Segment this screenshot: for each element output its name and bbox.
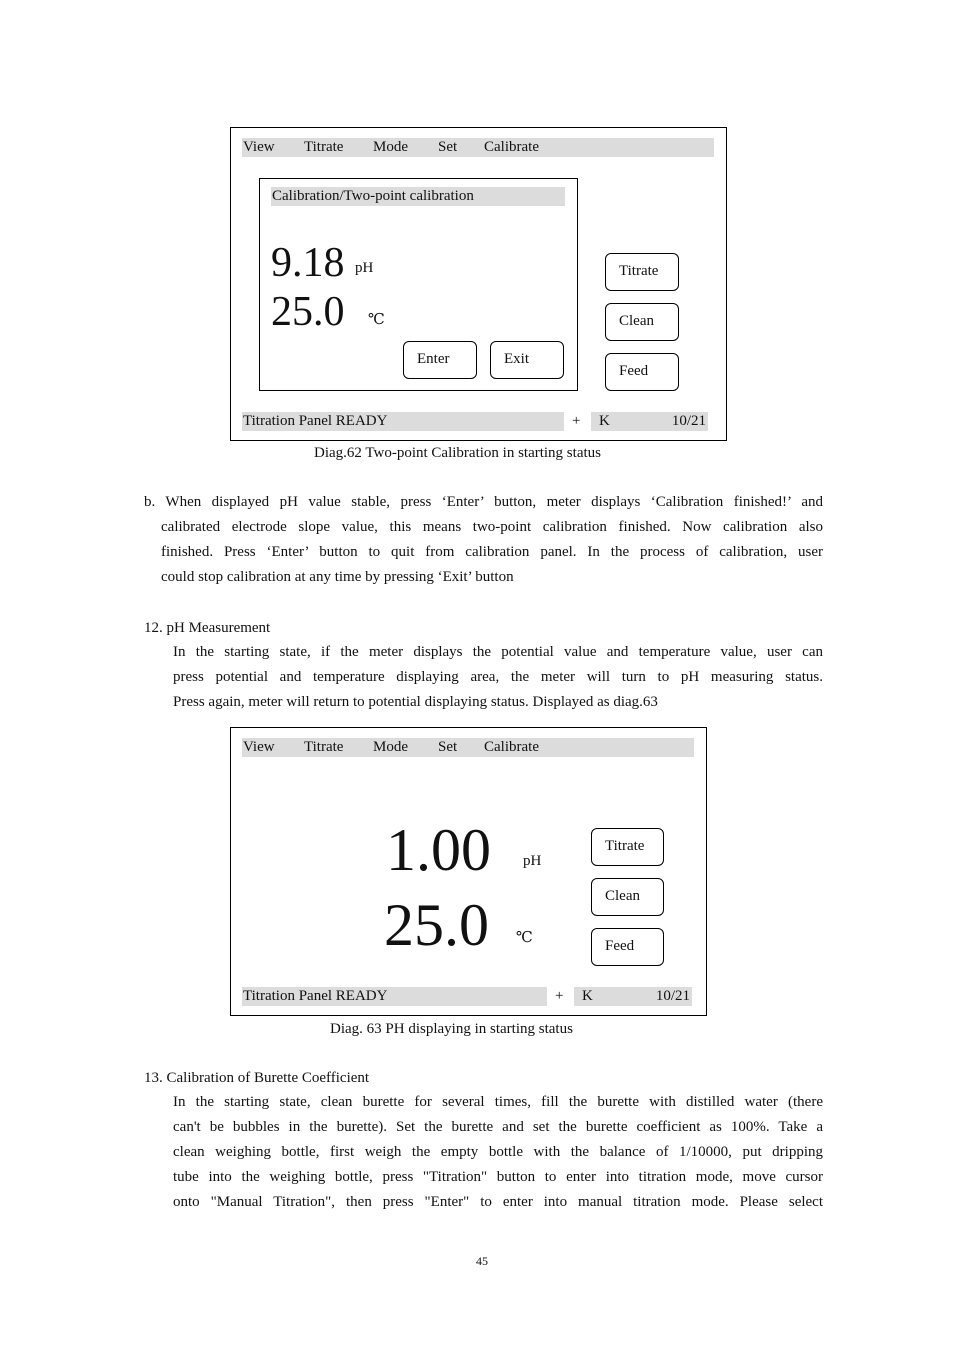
titrate-button[interactable]: Titrate xyxy=(605,253,679,291)
menu-titrate[interactable]: Titrate xyxy=(304,739,344,755)
text-line: onto "Manual Titration", then press "Enter" to enter into manual titration mode. Please select xyxy=(173,1194,823,1210)
clean-button[interactable]: Clean xyxy=(591,878,664,916)
status-k-area xyxy=(591,412,708,431)
text-line: press potential and temperature displaying area, the meter will turn to pH measuring status. xyxy=(173,669,823,685)
menu-calibrate[interactable]: Calibrate xyxy=(484,139,539,155)
menu-bar xyxy=(242,138,714,157)
text-line: can't be bubbles in the burette). Set the burette and set the burette coefficient as 100%. Take a xyxy=(173,1119,823,1135)
menu-set[interactable]: Set xyxy=(438,139,458,155)
menu-view[interactable]: View xyxy=(243,139,275,155)
status-bar xyxy=(242,987,547,1006)
status-date: 10/21 xyxy=(671,413,706,429)
section-heading-12: 12. pH Measurement xyxy=(144,620,271,636)
paragraph-13 xyxy=(173,1090,823,1215)
menu-mode[interactable]: Mode xyxy=(373,739,408,755)
clean-button[interactable]: Clean xyxy=(605,303,679,341)
ph-value-display[interactable]: 9.18 xyxy=(271,240,345,286)
calibration-dialog xyxy=(259,178,578,391)
status-k-area xyxy=(574,987,692,1006)
page-number: 45 xyxy=(476,1254,488,1268)
ph-display-screen xyxy=(230,727,707,1016)
text-line: clean weighing bottle, first weigh the empty bottle with the balance of 1/10000, put dripping xyxy=(173,1144,823,1160)
celsius-unit-label: ℃ xyxy=(516,930,533,946)
temperature-value-display[interactable]: 25.0 xyxy=(271,289,345,335)
status-message: Titration Panel READY xyxy=(243,413,388,429)
menu-bar xyxy=(242,738,694,757)
figure-caption: Diag.62 Two-point Calibration in starting status xyxy=(314,445,601,461)
menu-set[interactable]: Set xyxy=(438,739,458,755)
text-line: In the starting state, clean burette for several times, fill the burette with distilled water (there xyxy=(173,1094,823,1110)
status-plus: + xyxy=(572,413,581,429)
dialog-title: Calibration/Two-point calibration xyxy=(272,188,474,204)
ph-unit-label: pH xyxy=(355,260,374,276)
text-line: calibrated electrode slope value, this means two-point calibration finished. Now calibration also xyxy=(161,519,823,535)
menu-titrate[interactable]: Titrate xyxy=(304,139,344,155)
paragraph-12 xyxy=(173,640,823,715)
text-line: b. When displayed pH value stable, press ‘Enter’ button, meter displays ‘Calibration finished!’ and xyxy=(144,494,823,510)
menu-calibrate[interactable]: Calibrate xyxy=(484,739,539,755)
section-heading-13: 13. Calibration of Burette Coefficient xyxy=(144,1070,370,1086)
status-bar xyxy=(242,412,564,431)
figure-caption: Diag. 63 PH displaying in starting status xyxy=(330,1021,573,1037)
ph-value-display[interactable]: 1.00 xyxy=(386,817,491,883)
text-line: could stop calibration at any time by pressing ‘Exit’ button xyxy=(161,569,514,585)
text-line: Press again, meter will return to potential displaying status. Displayed as diag.63 xyxy=(173,694,658,710)
enter-button[interactable]: Enter xyxy=(403,341,477,379)
feed-button[interactable]: Feed xyxy=(605,353,679,391)
temperature-value-display[interactable]: 25.0 xyxy=(384,892,489,958)
dialog-title-bar xyxy=(271,187,565,206)
paragraph-b xyxy=(144,490,823,590)
text-line: finished. Press ‘Enter’ button to quit from calibration panel. In the process of calibration, user xyxy=(161,544,823,560)
celsius-unit-label: ℃ xyxy=(368,312,385,328)
status-plus: + xyxy=(555,988,564,1004)
menu-mode[interactable]: Mode xyxy=(373,139,408,155)
menu-view[interactable]: View xyxy=(243,739,275,755)
status-message: Titration Panel READY xyxy=(243,988,388,1004)
status-date: 10/21 xyxy=(655,988,690,1004)
text-line: tube into the weighing bottle, press "Titration" button to enter into titration mode, move cursor xyxy=(173,1169,823,1185)
status-k: K xyxy=(582,988,593,1004)
text-line: In the starting state, if the meter displays the potential value and temperature value, user can xyxy=(173,644,823,660)
status-k: K xyxy=(599,413,610,429)
calibration-panel-screen xyxy=(230,127,727,441)
ph-unit-label: pH xyxy=(523,853,542,869)
feed-button[interactable]: Feed xyxy=(591,928,664,966)
titrate-button[interactable]: Titrate xyxy=(591,828,664,866)
exit-button[interactable]: Exit xyxy=(490,341,564,379)
